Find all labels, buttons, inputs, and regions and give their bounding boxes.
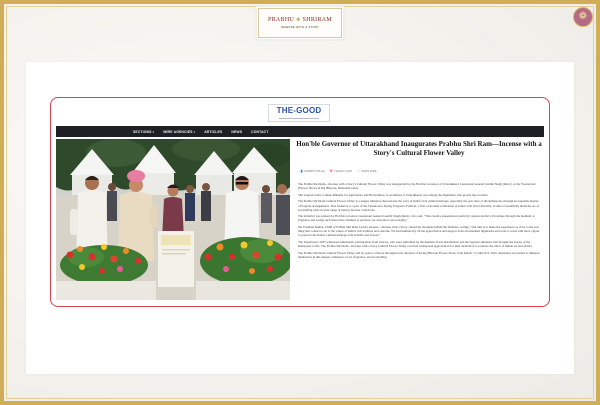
calendar-icon: 📅 — [329, 170, 333, 173]
nav-item-wire-agencies[interactable]: WIRE AGENCIES▾ — [163, 129, 196, 134]
article-paragraph: The Prabhu Shri Ram Cultural Flower Valley and its open to visitors throughout the duration of the Raj Bhavan Flower Show, from March 7 to March 9, 2025. Attendees are invited to immerse themselves in this unique confluence of art, fragrance, and storytelling. — [298, 250, 540, 259]
brand-name-left: PRABHU — [267, 17, 295, 23]
sign-stand — [158, 231, 194, 287]
user-icon: 👤 — [300, 170, 304, 173]
date-meta: 📅7 MARCH 2025 — [329, 170, 353, 173]
chevron-down-icon: ▾ — [193, 129, 196, 134]
article-photo — [56, 139, 290, 300]
tag-icon: 🏷 — [357, 170, 361, 173]
brand-seal-icon[interactable]: ❁ — [573, 7, 593, 27]
article-paragraph: The Prabhu Shri Ram—Incense with a Story's Cultural Flower Valley was inaugurated by the Hon'ble Governor of Uttarakhand, Lieutenant General Gurmit Singh (Retd.), at the Vasantotsav (Flower Show) in Raj Bhawan, Dehradun today. — [298, 182, 536, 191]
article-paragraph: Shri Ganesh Joshi, Cabinet Minister for Agriculture and Horticulture, Government of Uttarakhand, was among the dignitaries who graced the occasion. — [298, 192, 489, 197]
article-paragraph: The Vasantotsav 2025 witnessed enthusiastic participation from visitors, who were enthralled by the thematic floral installations and the fragrant ambiance that brought the stories of the Ramayana to life. The Prabhu Shri Ram—Incense with a Story Cultural Flower Valley received widespread appreciation for their dedication to promote the ethos of Indian art and culture. — [298, 240, 533, 249]
nav-item-sections[interactable]: SECTIONS▾ — [133, 129, 155, 134]
article-headline: Hon'ble Governor of Uttarakhand Inaugurates Prabhu Shri Ram—Incense with a Story's Cultural Flower Valley — [296, 140, 542, 157]
brand-name — [259, 17, 341, 24]
news-article-screenshot — [56, 102, 544, 301]
site-nav-bar — [56, 126, 544, 137]
author-meta[interactable]: 👤ROBERT NOLAN — [300, 170, 325, 173]
nav-item-articles[interactable]: ARTICLES — [204, 129, 223, 134]
nav-item-news[interactable]: NEWS — [231, 129, 243, 134]
article-paragraph: The Prabhu Shri Ram Cultural Flower Valley is a unique initiative that narrates the story of India's rich cultural heritage, especially the epic tales of the Ramayana, through an exquisite display of fragrant arrangements. This endeavor is a part of the Vasantotsav Spring Fragrance Festival, a first-of-its-kind celebration of India's rich floral diversity. It aims to beautifully blend the art of storytelling with an wide range of history incense collections. — [298, 199, 539, 212]
article-text-column — [296, 139, 542, 300]
chevron-down-icon: ▾ — [152, 129, 155, 134]
flower-planter-right — [200, 237, 290, 285]
article-paragraph: Mr. Prashant Kumar, CMD of Prabhu Shri Ram Luxury Incense—Incense with a Story, shared his thoughts behind the initiative, stating, "Our aim is to make the experience as close to the real thing that connects one to the values of India's rich tradition and customs. We feel humbled by all the appreciation and support from all esteemed dignitaries and want to work with more vigour to preserve the India's cultural heritage both in India and abroad." — [298, 225, 540, 238]
nav-item-contact[interactable]: CONTACT — [251, 129, 269, 134]
brand-name-right: SHRIRAM — [302, 17, 333, 23]
article-paragraph: The initiative was praised by Hon'ble Governor Lieutenant General Gurmit Singh (Retd.) who said, "This creative presentation perfectly captures India's rich culture through the medium of fragrance and seeing such innovative attempts to promote our customs is encouraging." — [298, 214, 535, 223]
site-logo[interactable] — [268, 104, 330, 122]
brand-tagline: INCENSE WITH A STORY — [280, 25, 320, 29]
site-logo-text: THE-GOOD — [276, 106, 322, 115]
site-tagline-bar — [279, 118, 319, 119]
article-body — [298, 182, 540, 262]
lotus-emblem-icon: ❋ — [296, 18, 301, 23]
article-meta — [300, 170, 377, 173]
brand-logo[interactable] — [258, 8, 342, 38]
category-meta[interactable]: 🏷NEWS WIRE — [357, 170, 377, 173]
